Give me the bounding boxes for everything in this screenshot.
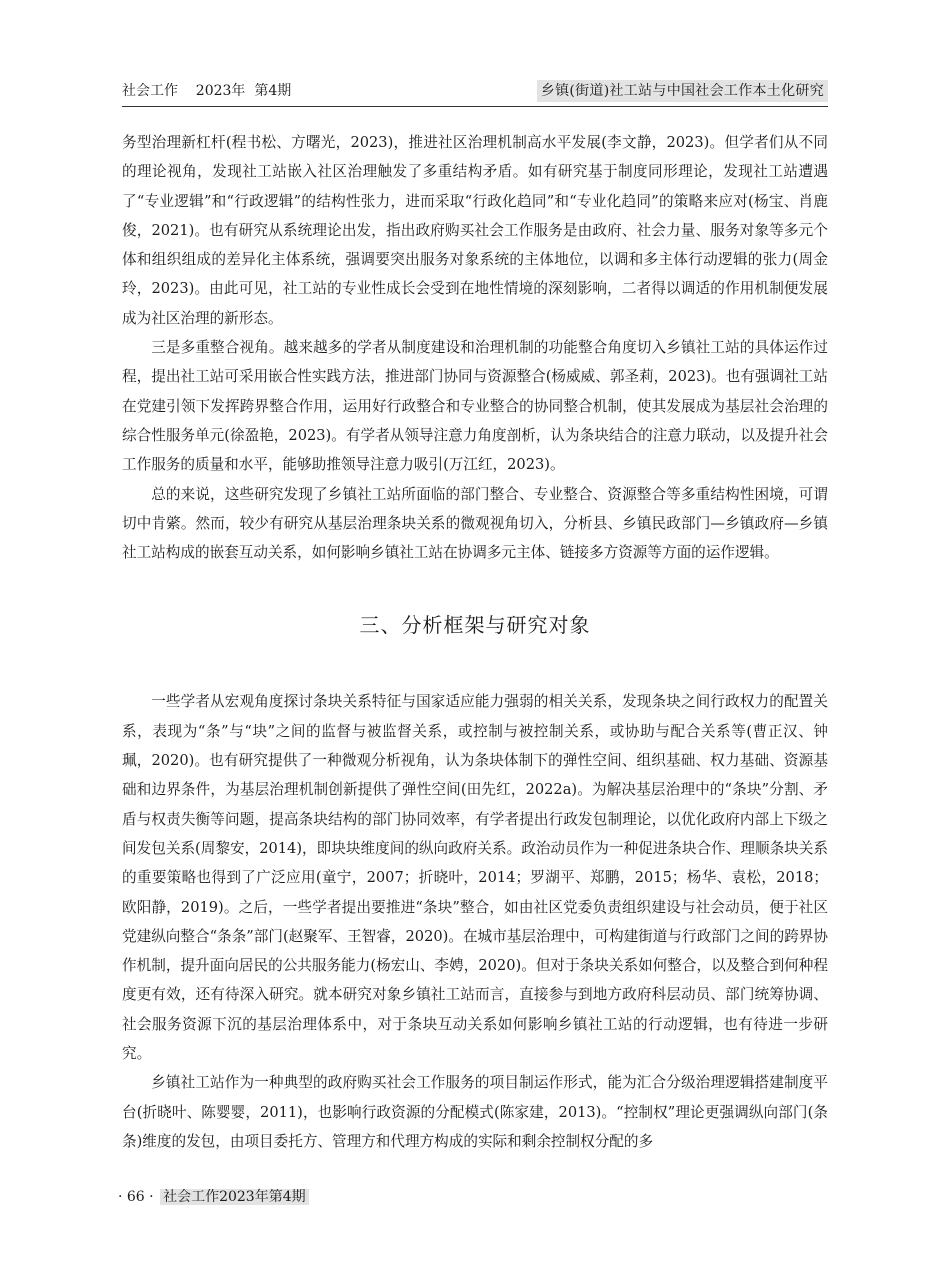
paragraph-3: 总的来说，这些研究发现了乡镇社工站所面临的部门整合、专业整合、资源整合等多重结构性困境，可谓切中肯綮。然而，较少有研究从基层治理条块关系的微观视角切入，分析县、乡镇民政部门—乡镇政府—乡镇社工站构成的嵌套互动关系，如何影响乡镇社工站在协调多元主体、链接多方资源等方面的运作逻辑。 xyxy=(122,485,828,562)
paragraph-5: 乡镇社工站作为一种典型的政府购买社会工作服务的项目制运作形式，能为汇合分级治理逻辑搭建制度平台(折晓叶、陈婴婴，2011)，也影响行政资源的分配模式(陈家建，2013)。“控制权”理论更强调纵向部门(条条)维度的发包，由项目委托方、管理方和代理方构成的实际和剩余控制权分配的多 xyxy=(122,1074,828,1150)
footer-journal-issue: 社会工作2023年第4期 xyxy=(160,1189,309,1205)
header-journal-issue: 社会工作 2023年 第4期 xyxy=(122,83,292,99)
page-footer xyxy=(118,1186,309,1208)
section-heading: 三、分析框架与研究对象 xyxy=(359,613,591,638)
paragraph-2: 三是多重整合视角。越来越多的学者从制度建设和治理机制的功能整合角度切入乡镇社工站的具体运作过程，提出社工站可采用嵌合性实践方法，推进部门协同与资源整合(杨威威、郭圣莉，2023)。也有强调社工站在党建引领下发挥跨界整合作用，运用好行政整合和专业整合的协同整合机制，使其发展成为基层社会治理的综合性服务单元(徐盈艳，2023)。有学者从领导注意力角度剖析，认为条块结合的注意力联动，以及提升社会工作服务的质量和水平，能够助推领导注意力吸引(万江红，2023)。 xyxy=(122,339,828,474)
article-body xyxy=(122,128,828,1156)
running-header xyxy=(122,80,828,106)
header-divider xyxy=(122,106,828,107)
header-article-title: 乡镇(街道)社工站与中国社会工作本土化研究 xyxy=(537,80,828,102)
page-number: · 66 · xyxy=(118,1189,154,1205)
paragraph-1: 务型治理新杠杆(程书松、方曙光，2023)，推进社区治理机制高水平发展(李文静，2023)。但学者们从不同的理论视角，发现社工站嵌入社区治理触发了多重结构矛盾。如有研究基于制度同形理论，发现社工站遭遇了“专业逻辑”和“行政逻辑”的结构性张力，进而采取“行政化趋同”和“专业化趋同”的策略来应对(杨宝、肖鹿俊，2021)。也有研究从系统理论出发，指出政府购买社会工作服务是由政府、社会力量、服务对象等多元个体和组织组成的差异化主体系统，强调要突出服务对象系统的主体地位，以调和多主体行动逻辑的张力(周金玲，2023)。由此可见，社工站的专业性成长会受到在地性情境的深刻影响，二者得以调适的作用机制便发展成为社区治理的新形态。 xyxy=(122,134,828,327)
paragraph-4: 一些学者从宏观角度探讨条块关系特征与国家适应能力强弱的相关关系，发现条块之间行政权力的配置关系，表现为“条”与“块”之间的监督与被监督关系，或控制与被控制关系，或协助与配合关系等(曹正汉、钟珮，2020)。也有研究提供了一种微观分析视角，认为条块体制下的弹性空间、组织基础、权力基础、资源基础和边界条件，为基层治理机制创新提供了弹性空间(田先红，2022a)。为解决基层治理中的“条块”分割、矛盾与权责失衡等问题，提高条块结构的部门协同效率，有学者提出行政发包制理论，以优化政府内部上下级之间发包关系(周黎安，2014)，即块块维度间的纵向政府关系。政治动员作为一种促进条块合作、理顺条块关系的重要策略也得到了广泛应用(童宁，2007；折晓叶，2014；罗湖平、郑鹏，2015；杨华、袁松，2018；欧阳静，2019)。之后，一些学者提出要推进“条块”整合，如由社区党委负责组织建设与社会动员，便于社区党建纵向整合“条条”部门(赵聚军、王智睿，2020)。在城市基层治理中，可构建街道与行政部门之间的跨界协作机制，提升面向居民的公共服务能力(杨宏山、李娉，2020)。但对于条块关系如何整合，以及整合到何种程度更有效，还有待深入研究。就本研究对象乡镇社工站而言，直接参与到地方政府科层动员、部门统筹协调、社会服务资源下沉的基层治理体系中，对于条块互动关系如何影响乡镇社工站的行动逻辑，也有待进一步研究。 xyxy=(122,693,828,1063)
